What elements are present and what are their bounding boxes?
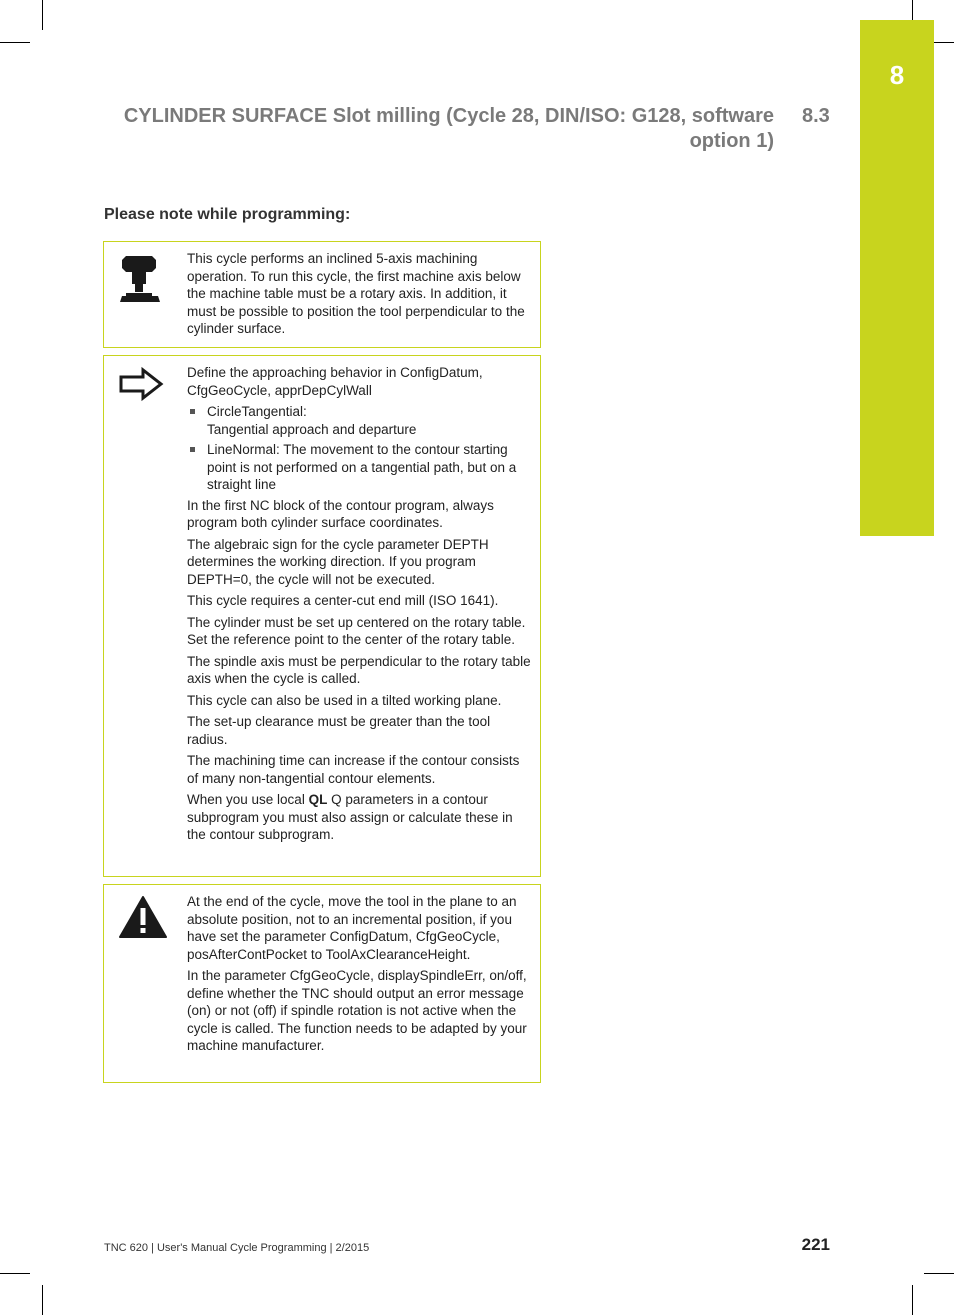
- crop-mark: [42, 1285, 43, 1315]
- page-number: 221: [801, 1235, 830, 1254]
- info-intro: Define the approaching behavior in ConfigDatum, CfgGeoCycle, apprDepCylWall: [187, 365, 483, 398]
- warning-note: [103, 884, 541, 1083]
- info-note-body: [187, 364, 533, 848]
- info-paragraph: The spindle axis must be perpendicular to the rotary table axis when the cycle is called.: [187, 653, 531, 686]
- info-paragraph: The set-up clearance must be greater than the tool radius.: [187, 714, 491, 747]
- info-paragraph: The algebraic sign for the cycle parameter DEPTH determines the working direction. If you program DEPTH=0, the cycle will not be executed.: [187, 536, 489, 587]
- info-paragraph: This cycle requires a center-cut end mill (ISO 1641).: [187, 593, 499, 608]
- list-item: [187, 403, 533, 438]
- chapter-tab: [860, 20, 934, 536]
- list-item-line1: LineNormal: The movement to the contour starting point is not performed on a tangential path, but on a straight line: [207, 442, 517, 492]
- list-item-line2: Tangential approach and departure: [207, 421, 417, 437]
- section-title-line1: CYLINDER SURFACE Slot milling (Cycle 28, DIN/ISO: G128, software: [123, 105, 774, 127]
- footer-text: TNC 620 | User's Manual Cycle Programming | 2/2015: [104, 1242, 370, 1254]
- crop-mark: [912, 1285, 913, 1315]
- machine-note: [103, 241, 541, 348]
- subheading: Please note while programming:: [104, 206, 351, 223]
- section-title-line2: option 1): [689, 130, 774, 152]
- machine-note-text: This cycle performs an inclined 5-axis machining operation. To run this cycle, the first machine axis below the machine table must be a rotary axis. In addition, it must be possible to position the tool perpendicular to the cylinder surface.: [187, 251, 525, 336]
- section-number: 8.3: [802, 105, 830, 127]
- bullet-icon: [190, 409, 195, 414]
- crop-mark: [0, 1273, 30, 1274]
- machine-note-body: [187, 250, 533, 342]
- crop-mark: [924, 1273, 954, 1274]
- list-item-line1: CircleTangential:: [207, 404, 307, 419]
- arrow-right-icon: [118, 366, 166, 407]
- ql-paragraph: [187, 791, 533, 844]
- crop-mark: [0, 42, 30, 43]
- ql-prefix: When you use local: [187, 792, 309, 807]
- approach-options-list: [187, 403, 533, 494]
- list-item: [187, 441, 533, 494]
- warning-paragraph: In the parameter CfgGeoCycle, displaySpindleErr, on/off, define whether the TNC should output an error message (on) or not (off) if spindle rotation is not active when the cycle is called. The function needs to be adapted by your machine manufacturer.: [187, 968, 527, 1053]
- chapter-number: 8: [889, 60, 905, 90]
- warning-note-body: [187, 893, 533, 1059]
- info-paragraph: This cycle can also be used in a tilted working plane.: [187, 692, 502, 708]
- info-note: [103, 355, 541, 877]
- ql-keyword: QL: [308, 792, 328, 807]
- info-paragraph: The machining time can increase if the contour consists of many non-tangential contour elements.: [187, 753, 520, 786]
- info-paragraph: The cylinder must be set up centered on the rotary table. Set the reference point to the center of the rotary table.: [187, 614, 526, 647]
- ql-suffix: Q parameters in a contour subprogram you must also assign or calculate these in the contour subprogram.: [187, 792, 513, 842]
- warning-paragraph: At the end of the cycle, move the tool in the plane to an absolute position, not to an incremental position, if you have set the parameter ConfigDatum, CfgGeoCycle, posAfterContPocket to ToolAxClearanceHeight.: [187, 894, 517, 962]
- info-paragraph: In the first NC block of the contour program, always program both cylinder surface coordinates.: [187, 497, 494, 530]
- crop-mark: [42, 0, 43, 30]
- section-title: [100, 104, 774, 154]
- machine-tool-icon: [118, 254, 170, 311]
- bullet-icon: [190, 447, 195, 452]
- warning-icon: [118, 895, 168, 944]
